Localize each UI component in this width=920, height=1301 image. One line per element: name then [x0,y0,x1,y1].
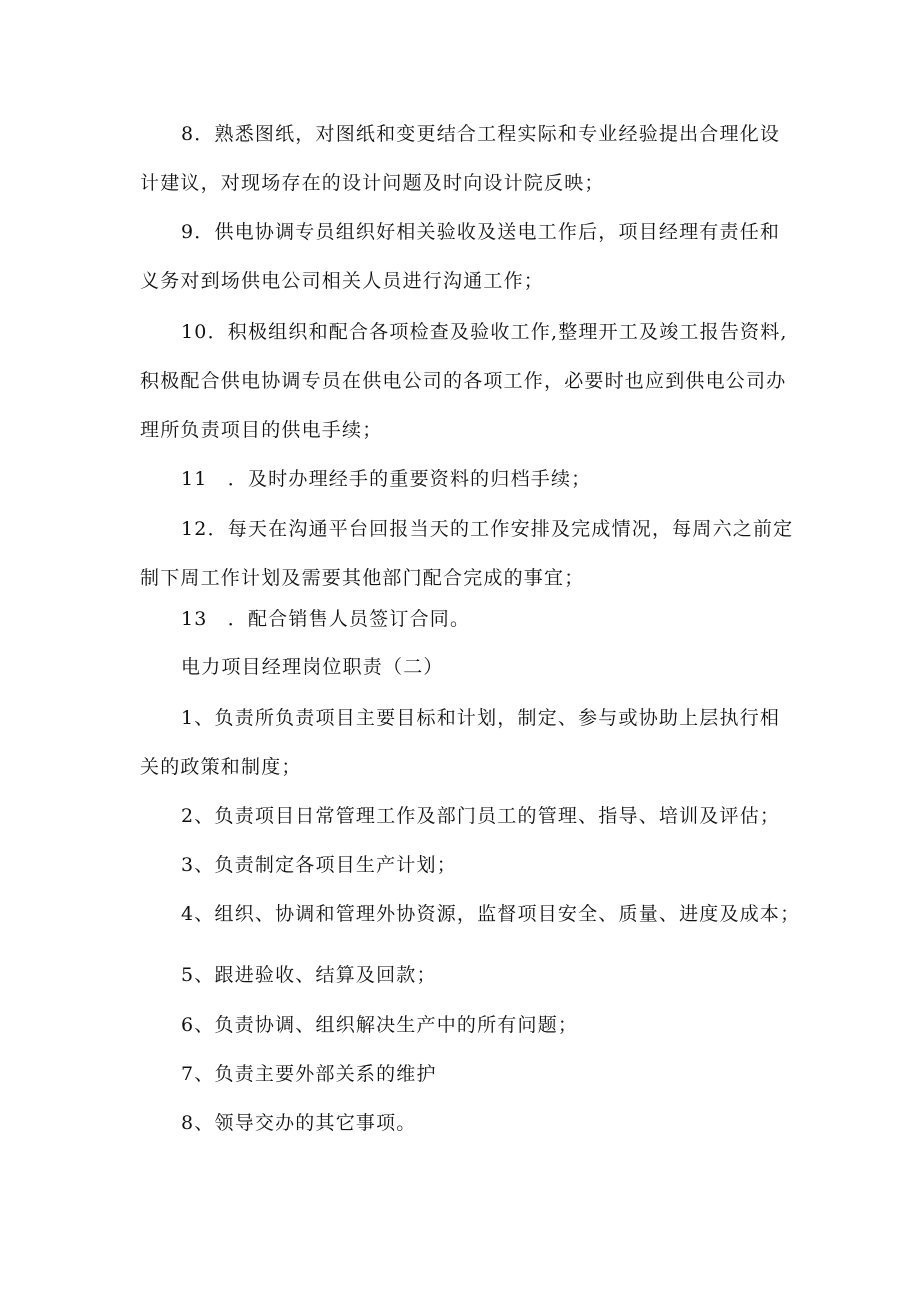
section-title: 电力项目经理岗位职责（二） [181,656,444,678]
duty-1-line-2: 关的政策和制度； [140,756,302,778]
duty-1-line-1: 1、负责所负责项目主要目标和计划，制定、参与或协助上层执行相 [181,707,781,729]
item-12-line-2: 制下周工作计划及需要其他部门配合完成的事宜； [140,567,585,589]
duty-4: 4、组织、协调和管理外协资源，监督项目安全、质量、进度及成本； [181,903,801,925]
duty-8: 8、领导交办的其它事项。 [181,1112,417,1134]
duty-5: 5、跟进验收、结算及回款； [181,964,437,986]
item-10-line-3: 理所负责项目的供电手续； [140,419,383,441]
duty-3: 3、负责制定各项目生产计划； [181,854,457,876]
item-10-line-1: 10．积极组织和配合各项检查及验收工作,整理开工及竣工报告资料, [181,321,788,343]
item-11-line-1: 11 ．及时办理经手的重要资料的归档手续； [181,468,592,490]
item-13-line-1: 13 ．配合销售人员签订合同。 [181,608,471,630]
item-8-line-2: 计建议，对现场存在的设计问题及时向设计院反映； [140,172,605,194]
duty-6: 6、负责协调、组织解决生产中的所有问题； [181,1014,579,1036]
item-10-line-2: 积极配合供电协调专员在供电公司的各项工作，必要时也应到供电公司办 [140,370,787,392]
duty-2: 2、负责项目日常管理工作及部门员工的管理、指导、培训及评估； [181,805,781,827]
duty-7: 7、负责主要外部关系的维护 [181,1063,437,1085]
item-12-line-1: 12．每天在沟通平台回报当天的工作安排及完成情况，每周六之前定 [181,518,794,540]
item-9-line-2: 义务对到场供电公司相关人员进行沟通工作； [140,270,545,292]
item-9-line-1: 9．供电协调专员组织好相关验收及送电工作后，项目经理有责任和 [181,221,781,243]
item-8-line-1: 8．熟悉图纸，对图纸和变更结合工程实际和专业经验提出合理化设 [181,123,781,145]
